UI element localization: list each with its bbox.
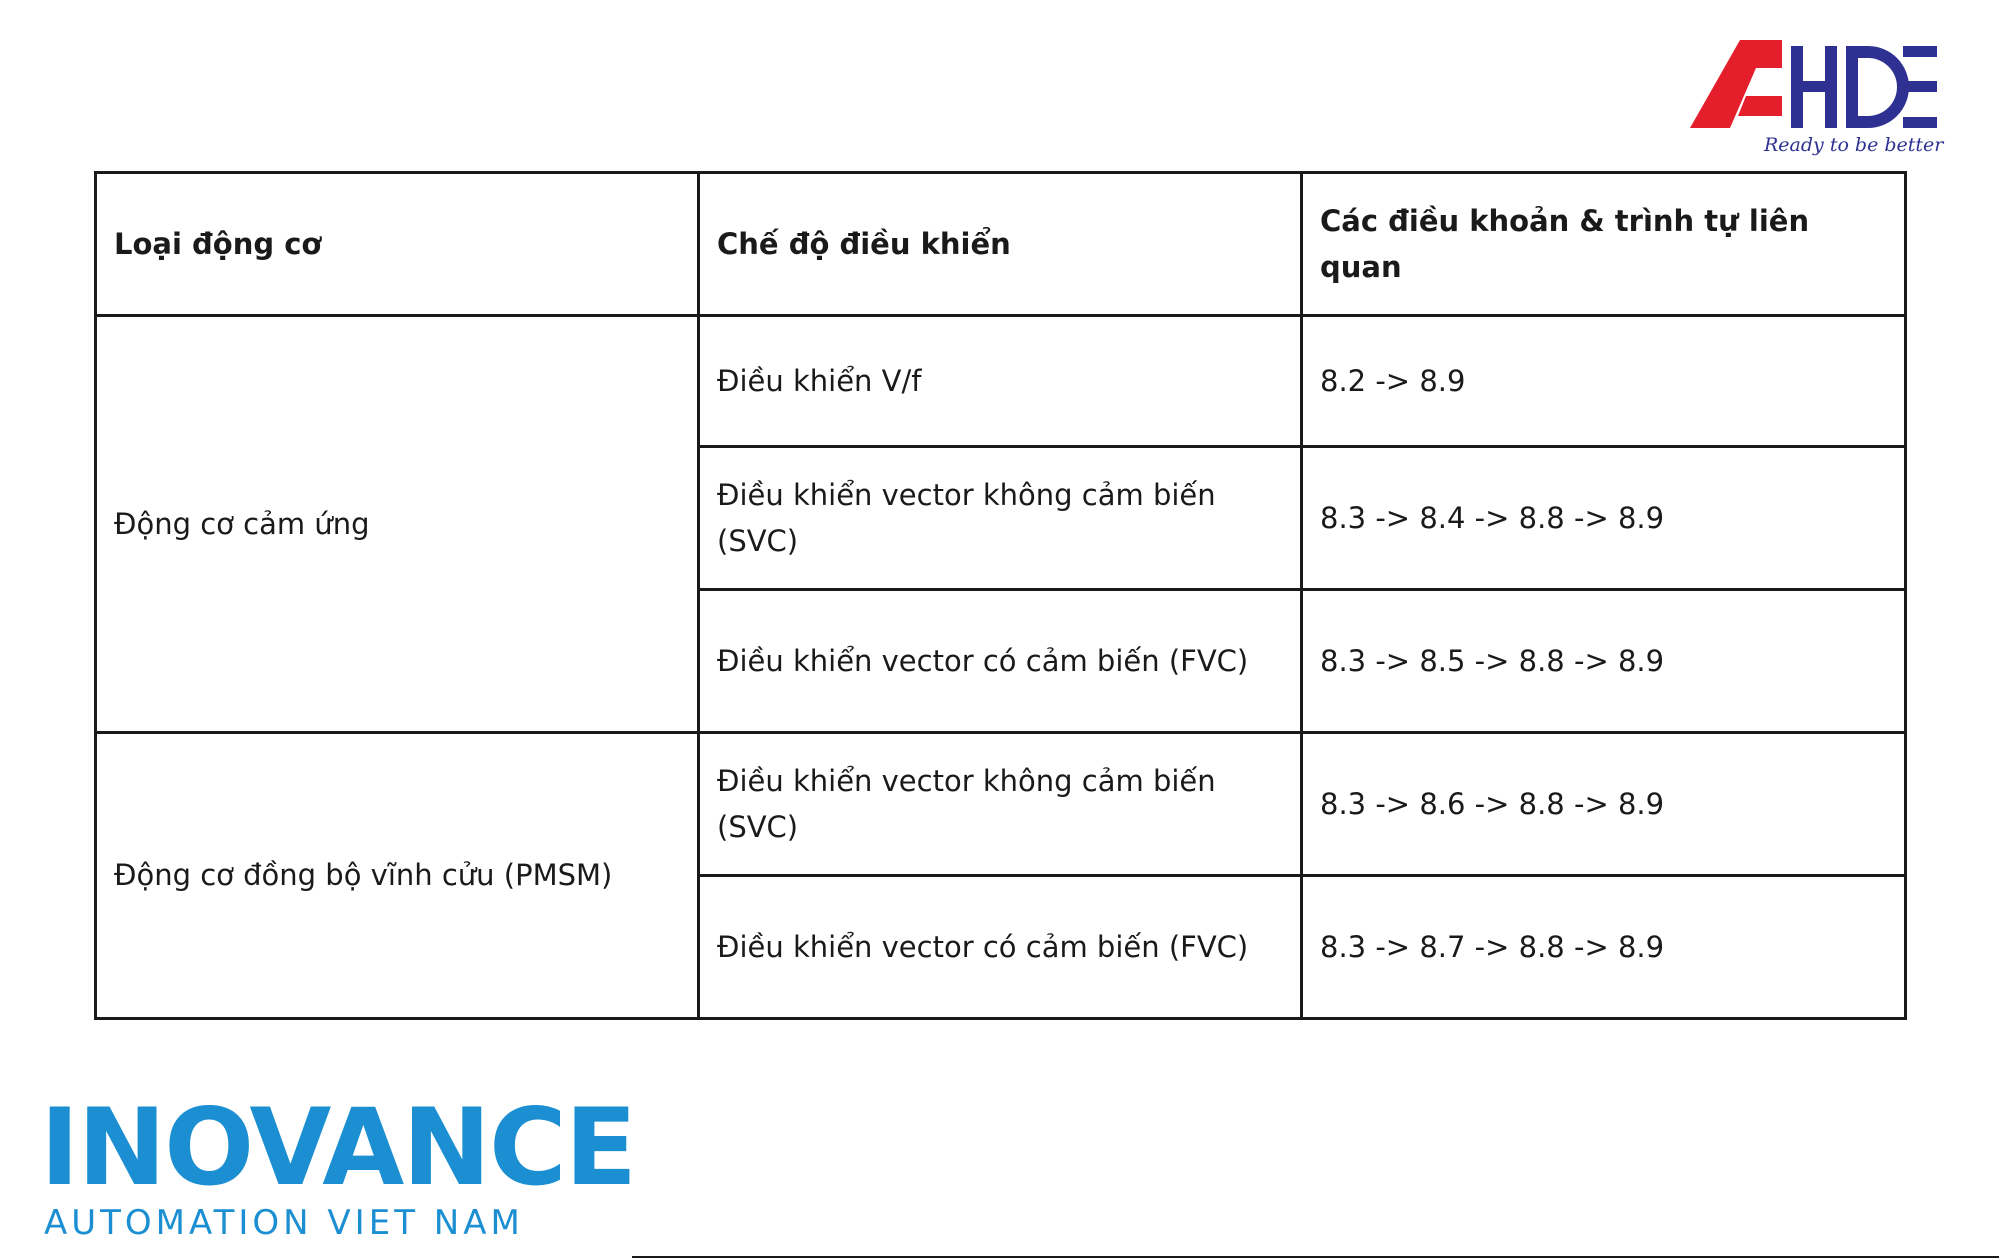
motor-type-cell: Động cơ đồng bộ vĩnh cửu (PMSM) [96, 733, 699, 1019]
header-control-mode: Chế độ điều khiển [699, 173, 1302, 316]
table-header-row [96, 173, 1906, 316]
table-row [96, 733, 1906, 876]
bottom-divider [632, 1256, 1999, 1258]
sequence-cell: 8.3 -> 8.5 -> 8.8 -> 8.9 [1302, 590, 1906, 733]
control-mode-cell: Điều khiển vector không cảm biến (SVC) [699, 733, 1302, 876]
sequence-cell: 8.2 -> 8.9 [1302, 316, 1906, 447]
header-related-clauses: Các điều khoản & trình tự liên quan [1302, 173, 1906, 316]
control-mode-cell: Điều khiển V/f [699, 316, 1302, 447]
control-mode-cell: Điều khiển vector có cảm biến (FVC) [699, 876, 1302, 1019]
header-motor-type: Loại động cơ [96, 173, 699, 316]
sequence-cell: 8.3 -> 8.4 -> 8.8 -> 8.9 [1302, 447, 1906, 590]
control-mode-cell: Điều khiển vector có cảm biến (FVC) [699, 590, 1302, 733]
inovance-logo: INOVANCE [40, 1086, 636, 1209]
table-row [96, 316, 1906, 447]
sequence-cell: 8.3 -> 8.6 -> 8.8 -> 8.9 [1302, 733, 1906, 876]
inovance-subtitle: AUTOMATION VIET NAM [44, 1203, 524, 1243]
sequence-cell: 8.3 -> 8.7 -> 8.8 -> 8.9 [1302, 876, 1906, 1019]
ahde-logo-a-bar [1738, 96, 1782, 116]
control-mode-cell: Điều khiển vector không cảm biến (SVC) [699, 447, 1302, 590]
motor-control-table [94, 171, 1907, 1020]
motor-type-cell: Động cơ cảm ứng [96, 316, 699, 733]
ahde-tagline: Ready to be better [1764, 134, 1944, 156]
